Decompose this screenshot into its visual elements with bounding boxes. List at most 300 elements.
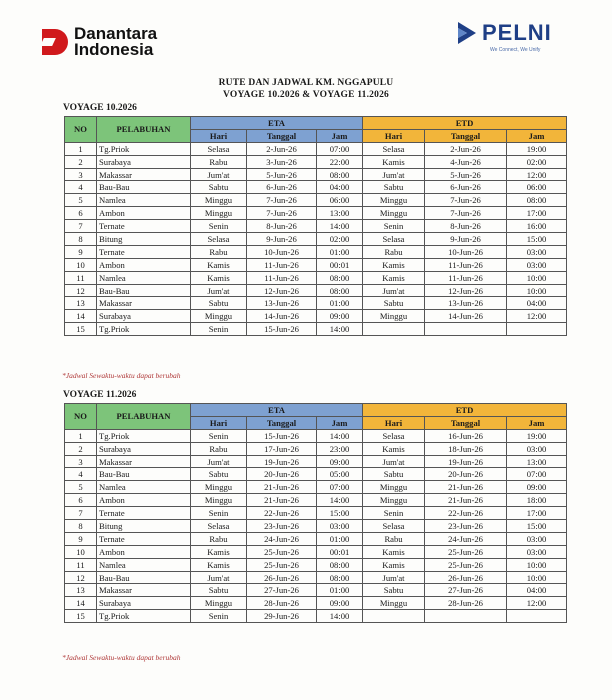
etd-day: Rabu [363,245,425,258]
eta-time: 13:00 [317,207,363,220]
eta-date: 15-Jun-26 [247,429,317,442]
table-row [65,520,567,533]
table-row [65,507,567,520]
row-number: 10 [65,258,97,271]
row-number: 3 [65,168,97,181]
etd-day: Kamis [363,558,425,571]
eta-day: Minggu [191,207,247,220]
etd-date [425,610,507,623]
etd-day: Minggu [363,481,425,494]
table-row [65,297,567,310]
etd-day: Minggu [363,194,425,207]
eta-day: Senin [191,610,247,623]
row-number: 2 [65,442,97,455]
table-row [65,258,567,271]
row-number: 7 [65,220,97,233]
etd-date: 11-Jun-26 [425,258,507,271]
eta-date: 24-Jun-26 [247,532,317,545]
pelni-logo [456,20,552,53]
etd-time: 12:00 [507,168,567,181]
eta-day: Senin [191,429,247,442]
port-name: Ternate [97,532,191,545]
etd-date: 10-Jun-26 [425,245,507,258]
eta-day: Minggu [191,597,247,610]
table-row [65,468,567,481]
header-etd-time: Jam [507,416,567,429]
eta-day: Rabu [191,442,247,455]
etd-day: Selasa [363,429,425,442]
header-eta: ETA [191,117,363,130]
eta-date: 21-Jun-26 [247,481,317,494]
table-row [65,429,567,442]
table-row [65,233,567,246]
eta-time: 04:00 [317,181,363,194]
eta-date: 6-Jun-26 [247,181,317,194]
eta-date: 2-Jun-26 [247,142,317,155]
row-number: 11 [65,271,97,284]
table-row [65,532,567,545]
port-name: Tg.Priok [97,429,191,442]
eta-date: 8-Jun-26 [247,220,317,233]
table-row [65,610,567,623]
etd-time: 19:00 [507,429,567,442]
row-number: 13 [65,584,97,597]
etd-day: Minggu [363,310,425,323]
danantara-line1: Danantara [74,24,158,43]
row-number: 11 [65,558,97,571]
eta-date: 17-Jun-26 [247,442,317,455]
port-name: Ambon [97,258,191,271]
table-row [65,194,567,207]
eta-time: 09:00 [317,310,363,323]
schedule-title: RUTE DAN JADWAL KM. NGGAPULU [218,78,394,88]
row-number: 1 [65,429,97,442]
eta-date: 21-Jun-26 [247,494,317,507]
etd-date: 25-Jun-26 [425,558,507,571]
eta-day: Minggu [191,194,247,207]
row-number: 2 [65,155,97,168]
etd-date: 8-Jun-26 [425,220,507,233]
etd-time: 03:00 [507,442,567,455]
eta-date: 22-Jun-26 [247,507,317,520]
etd-time: 02:00 [507,155,567,168]
eta-time: 23:00 [317,442,363,455]
header-etd: ETD [363,117,567,130]
eta-date: 7-Jun-26 [247,207,317,220]
eta-date: 12-Jun-26 [247,284,317,297]
eta-date: 29-Jun-26 [247,610,317,623]
etd-date: 11-Jun-26 [425,271,507,284]
header-eta-time: Jam [317,129,363,142]
port-name: Ternate [97,507,191,520]
etd-time: 03:00 [507,245,567,258]
header-etd-day: Hari [363,416,425,429]
etd-day: Sabtu [363,181,425,194]
eta-date: 20-Jun-26 [247,468,317,481]
etd-date: 27-Jun-26 [425,584,507,597]
eta-day: Rabu [191,155,247,168]
etd-day: Sabtu [363,584,425,597]
eta-time: 07:00 [317,481,363,494]
etd-day: Kamis [363,545,425,558]
eta-day: Rabu [191,245,247,258]
document-header [0,0,612,70]
eta-time: 14:00 [317,610,363,623]
port-name: Surabaya [97,310,191,323]
etd-date: 22-Jun-26 [425,507,507,520]
port-name: Bitung [97,520,191,533]
port-name: Tg.Priok [97,610,191,623]
row-number: 8 [65,233,97,246]
eta-day: Kamis [191,258,247,271]
table-row [65,271,567,284]
etd-date: 26-Jun-26 [425,571,507,584]
eta-time: 08:00 [317,284,363,297]
port-name: Bau-Bau [97,571,191,584]
pelni-arrow-icon [456,20,478,46]
eta-day: Sabtu [191,584,247,597]
eta-time: 08:00 [317,271,363,284]
eta-day: Sabtu [191,181,247,194]
pelni-tagline: We Connect, We Unify [490,47,541,53]
table-row [65,284,567,297]
etd-time: 16:00 [507,220,567,233]
etd-time: 04:00 [507,297,567,310]
eta-day: Minggu [191,481,247,494]
etd-time: 08:00 [507,194,567,207]
eta-date: 25-Jun-26 [247,545,317,558]
eta-date: 19-Jun-26 [247,455,317,468]
etd-day: Minggu [363,207,425,220]
eta-time: 00:01 [317,545,363,558]
header-etd: ETD [363,404,567,417]
etd-day [363,610,425,623]
eta-time: 14:00 [317,220,363,233]
eta-time: 08:00 [317,168,363,181]
table-row [65,455,567,468]
table-row [65,245,567,258]
eta-time: 01:00 [317,297,363,310]
eta-time: 22:00 [317,155,363,168]
table-row [65,494,567,507]
etd-date: 13-Jun-26 [425,297,507,310]
etd-date: 25-Jun-26 [425,545,507,558]
etd-date: 2-Jun-26 [425,142,507,155]
port-name: Surabaya [97,155,191,168]
etd-day: Kamis [363,271,425,284]
etd-day: Sabtu [363,297,425,310]
row-number: 9 [65,532,97,545]
row-number: 3 [65,455,97,468]
eta-date: 25-Jun-26 [247,558,317,571]
etd-time: 06:00 [507,181,567,194]
etd-day: Minggu [363,597,425,610]
eta-day: Rabu [191,532,247,545]
etd-time: 10:00 [507,284,567,297]
port-name: Namlea [97,271,191,284]
eta-day: Kamis [191,558,247,571]
header-eta-day: Hari [191,129,247,142]
row-number: 14 [65,597,97,610]
eta-day: Senin [191,507,247,520]
header-etd-day: Hari [363,129,425,142]
eta-time: 03:00 [317,520,363,533]
etd-date: 24-Jun-26 [425,532,507,545]
danantara-line2: Indonesia [74,40,154,59]
eta-date: 9-Jun-26 [247,233,317,246]
port-name: Ambon [97,545,191,558]
etd-time: 10:00 [507,558,567,571]
etd-day: Kamis [363,258,425,271]
port-name: Surabaya [97,597,191,610]
etd-date: 5-Jun-26 [425,168,507,181]
etd-time: 17:00 [507,207,567,220]
schedule-note: *Jadwal Sewaktu-waktu dapat berubah [62,371,181,380]
etd-time: 09:00 [507,481,567,494]
eta-day: Kamis [191,271,247,284]
row-number: 6 [65,494,97,507]
eta-day: Minggu [191,310,247,323]
etd-date: 7-Jun-26 [425,194,507,207]
header-etd-date: Tanggal [425,416,507,429]
etd-date: 21-Jun-26 [425,494,507,507]
port-name: Ternate [97,220,191,233]
row-number: 15 [65,610,97,623]
etd-time: 04:00 [507,584,567,597]
table-row [65,558,567,571]
etd-day: Jum'at [363,571,425,584]
eta-date: 26-Jun-26 [247,571,317,584]
etd-time: 03:00 [507,545,567,558]
header-port: PELABUHAN [97,117,191,143]
port-name: Bitung [97,233,191,246]
eta-day: Jum'at [191,168,247,181]
etd-time: 03:00 [507,258,567,271]
etd-date: 21-Jun-26 [425,481,507,494]
row-number: 7 [65,507,97,520]
etd-date: 4-Jun-26 [425,155,507,168]
eta-date: 5-Jun-26 [247,168,317,181]
eta-time: 15:00 [317,507,363,520]
header-row [65,117,567,130]
port-name: Makassar [97,297,191,310]
etd-day: Kamis [363,442,425,455]
eta-day: Sabtu [191,297,247,310]
row-number: 4 [65,468,97,481]
etd-time: 18:00 [507,494,567,507]
danantara-wordmark [74,26,157,58]
etd-day: Senin [363,220,425,233]
eta-day: Senin [191,323,247,336]
eta-date: 23-Jun-26 [247,520,317,533]
etd-date: 23-Jun-26 [425,520,507,533]
eta-time: 08:00 [317,558,363,571]
eta-date: 15-Jun-26 [247,323,317,336]
row-number: 12 [65,571,97,584]
etd-time: 17:00 [507,507,567,520]
table-row [65,220,567,233]
etd-day: Jum'at [363,168,425,181]
header-eta-time: Jam [317,416,363,429]
etd-date: 9-Jun-26 [425,233,507,246]
etd-date: 28-Jun-26 [425,597,507,610]
eta-day: Selasa [191,520,247,533]
eta-date: 11-Jun-26 [247,271,317,284]
eta-day: Jum'at [191,571,247,584]
etd-day: Selasa [363,233,425,246]
table-row [65,168,567,181]
row-number: 13 [65,297,97,310]
eta-time: 07:00 [317,142,363,155]
danantara-logo [42,26,157,58]
etd-date: 7-Jun-26 [425,207,507,220]
table-row [65,584,567,597]
etd-time: 10:00 [507,271,567,284]
etd-day: Rabu [363,532,425,545]
table-row [65,155,567,168]
port-name: Bau-Bau [97,181,191,194]
etd-time: 15:00 [507,233,567,246]
eta-date: 11-Jun-26 [247,258,317,271]
etd-day: Jum'at [363,455,425,468]
eta-date: 10-Jun-26 [247,245,317,258]
schedule-table [64,116,567,336]
row-number: 5 [65,194,97,207]
eta-date: 14-Jun-26 [247,310,317,323]
etd-date: 12-Jun-26 [425,284,507,297]
etd-date: 6-Jun-26 [425,181,507,194]
port-name: Makassar [97,584,191,597]
row-number: 9 [65,245,97,258]
eta-day: Senin [191,220,247,233]
table-row [65,142,567,155]
table-row [65,310,567,323]
eta-date: 28-Jun-26 [247,597,317,610]
port-name: Namlea [97,481,191,494]
eta-time: 02:00 [317,233,363,246]
row-number: 10 [65,545,97,558]
etd-time: 15:00 [507,520,567,533]
voyage-label: VOYAGE 10.2026 [63,103,137,113]
etd-date: 14-Jun-26 [425,310,507,323]
port-name: Tg.Priok [97,142,191,155]
schedule-note: *Jadwal Sewaktu-waktu dapat berubah [62,653,181,662]
etd-time: 12:00 [507,597,567,610]
etd-day [363,323,425,336]
etd-day: Minggu [363,494,425,507]
eta-day: Jum'at [191,284,247,297]
table-row [65,597,567,610]
eta-time: 14:00 [317,323,363,336]
etd-date: 20-Jun-26 [425,468,507,481]
eta-time: 00:01 [317,258,363,271]
eta-date: 3-Jun-26 [247,155,317,168]
table-row [65,181,567,194]
table-row [65,481,567,494]
etd-day: Selasa [363,142,425,155]
etd-day: Selasa [363,520,425,533]
header-eta-date: Tanggal [247,416,317,429]
row-number: 8 [65,520,97,533]
etd-time: 03:00 [507,532,567,545]
eta-day: Selasa [191,233,247,246]
eta-day: Selasa [191,142,247,155]
eta-time: 09:00 [317,455,363,468]
port-name: Namlea [97,194,191,207]
schedule-table [64,403,567,623]
eta-date: 13-Jun-26 [247,297,317,310]
etd-time: 10:00 [507,571,567,584]
etd-time: 19:00 [507,142,567,155]
port-name: Ambon [97,207,191,220]
table-row [65,571,567,584]
schedule-subtitle: VOYAGE 10.2026 & VOYAGE 11.2026 [223,90,389,100]
eta-time: 08:00 [317,571,363,584]
eta-time: 09:00 [317,597,363,610]
row-number: 4 [65,181,97,194]
etd-time [507,323,567,336]
eta-time: 05:00 [317,468,363,481]
header-eta: ETA [191,404,363,417]
port-name: Makassar [97,455,191,468]
etd-time: 07:00 [507,468,567,481]
etd-date: 18-Jun-26 [425,442,507,455]
port-name: Bau-Bau [97,468,191,481]
header-etd-date: Tanggal [425,129,507,142]
eta-date: 27-Jun-26 [247,584,317,597]
eta-time: 01:00 [317,584,363,597]
port-name: Tg.Priok [97,323,191,336]
etd-day: Senin [363,507,425,520]
eta-day: Jum'at [191,455,247,468]
header-no: NO [65,117,97,143]
header-port: PELABUHAN [97,404,191,430]
eta-day: Kamis [191,545,247,558]
voyage-label: VOYAGE 11.2026 [63,390,137,400]
etd-time: 13:00 [507,455,567,468]
port-name: Ambon [97,494,191,507]
row-number: 15 [65,323,97,336]
port-name: Ternate [97,245,191,258]
eta-date: 7-Jun-26 [247,194,317,207]
danantara-d-icon [42,29,68,55]
etd-day: Sabtu [363,468,425,481]
port-name: Namlea [97,558,191,571]
row-number: 5 [65,481,97,494]
eta-time: 01:00 [317,532,363,545]
eta-time: 06:00 [317,194,363,207]
eta-time: 14:00 [317,429,363,442]
etd-date: 19-Jun-26 [425,455,507,468]
header-etd-time: Jam [507,129,567,142]
pelni-wordmark: PELNI [482,20,552,45]
eta-day: Minggu [191,494,247,507]
table-row [65,207,567,220]
row-number: 14 [65,310,97,323]
eta-day: Sabtu [191,468,247,481]
header-eta-day: Hari [191,416,247,429]
table-row [65,442,567,455]
etd-time [507,610,567,623]
header-row [65,404,567,417]
port-name: Surabaya [97,442,191,455]
etd-date [425,323,507,336]
row-number: 6 [65,207,97,220]
row-number: 12 [65,284,97,297]
port-name: Bau-Bau [97,284,191,297]
header-eta-date: Tanggal [247,129,317,142]
table-row [65,545,567,558]
